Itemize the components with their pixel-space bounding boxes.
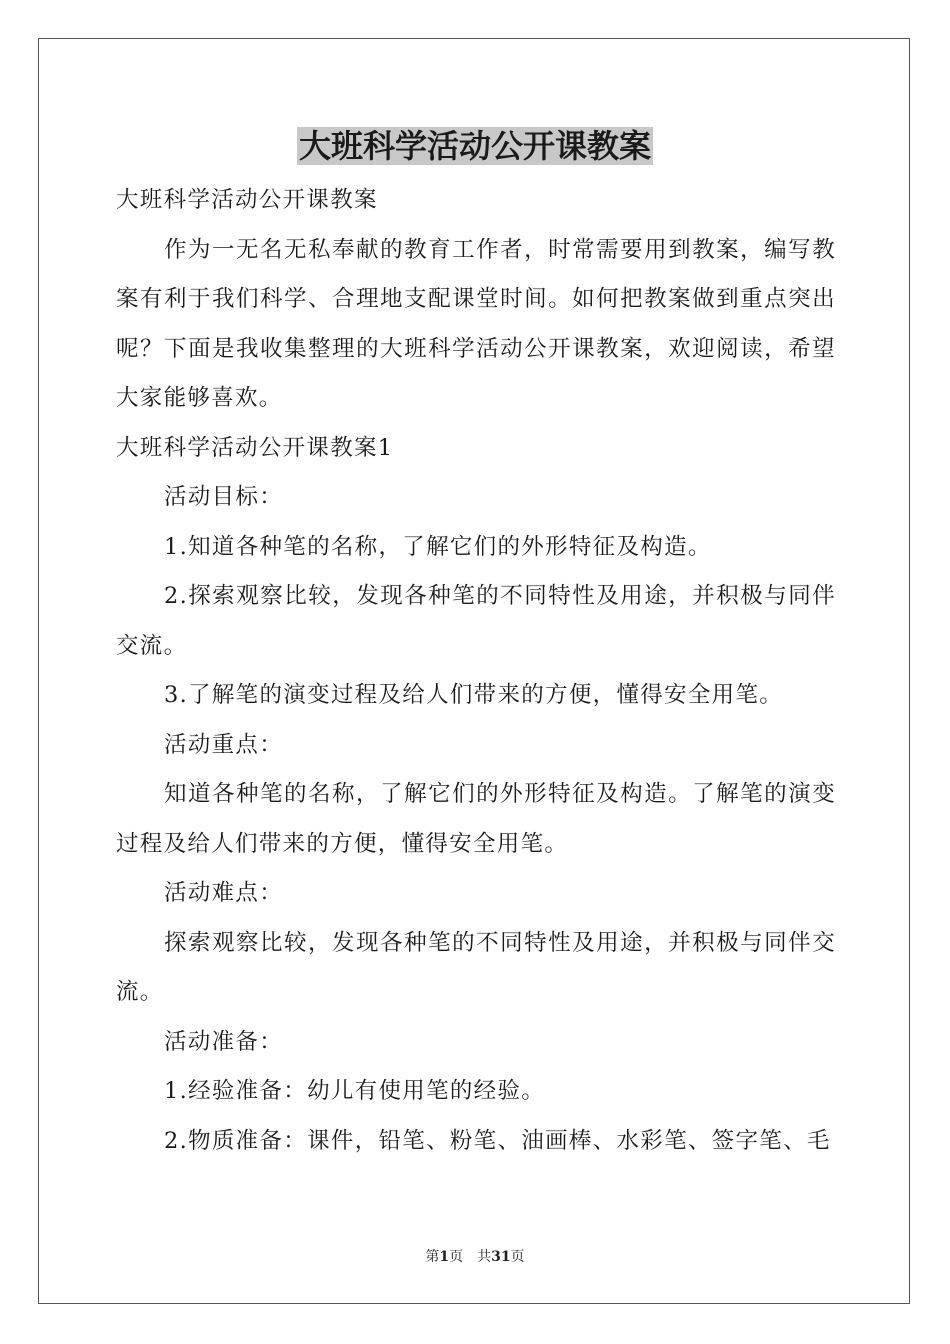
paragraph-section-heading: 大班科学活动公开课教案1 (116, 434, 394, 461)
paragraph-key-points: 知道各种笔的名称，了解它们的外形特征及构造。了解笔的演变过程及给人们带来的方便，懂得安全用笔。 (116, 781, 836, 857)
page-footer (0, 1247, 950, 1267)
paragraph-intro: 作为一无名无私奉献的教育工作者，时常需要用到教案，编写教案有利于我们科学、合理地支配课堂时间。如何把教案做到重点突出呢？下面是我收集整理的大班科学活动公开课教案，欢迎阅读，希望大家能够喜欢。 (116, 236, 836, 411)
total-prefix: 共 (477, 1249, 492, 1265)
paragraph-preparation-heading: 活动准备： (164, 1028, 284, 1055)
paragraph-goal-1: 1.知道各种笔的名称，了解它们的外形特征及构造。 (164, 533, 712, 560)
document-body (116, 176, 836, 1166)
paragraph-preparation-1: 1.经验准备：幼儿有使用笔的经验。 (164, 1078, 546, 1104)
total-suffix: 页 (510, 1249, 525, 1265)
paragraph-preparation-2: 2.物质准备：课件，铅笔、粉笔、油画棒、水彩笔、签字笔、毛 (164, 1127, 831, 1154)
document-title-text: 大班科学活动公开课教案 (298, 127, 651, 165)
paragraph-goals-heading: 活动目标： (164, 484, 284, 510)
total-pages: 31 (491, 1249, 511, 1265)
paragraph-key-points-heading: 活动重点： (164, 731, 284, 758)
document-title (0, 124, 950, 168)
paragraph-difficulties: 探索观察比较，发现各种笔的不同特性及用途，并积极与同伴交流。 (116, 929, 836, 1005)
page-number: 1 (439, 1249, 450, 1265)
paragraph-goal-3: 3.了解笔的演变过程及给人们带来的方便，懂得安全用笔。 (164, 682, 784, 708)
page-prefix: 第 (425, 1249, 440, 1265)
page-suffix: 页 (449, 1249, 464, 1265)
paragraph-goal-2: 2.探索观察比较，发现各种笔的不同特性及用途，并积极与同伴交流。 (116, 583, 836, 659)
paragraph-difficulties-heading: 活动难点： (164, 880, 284, 906)
paragraph-subtitle: 大班科学活动公开课教案 (116, 187, 378, 213)
